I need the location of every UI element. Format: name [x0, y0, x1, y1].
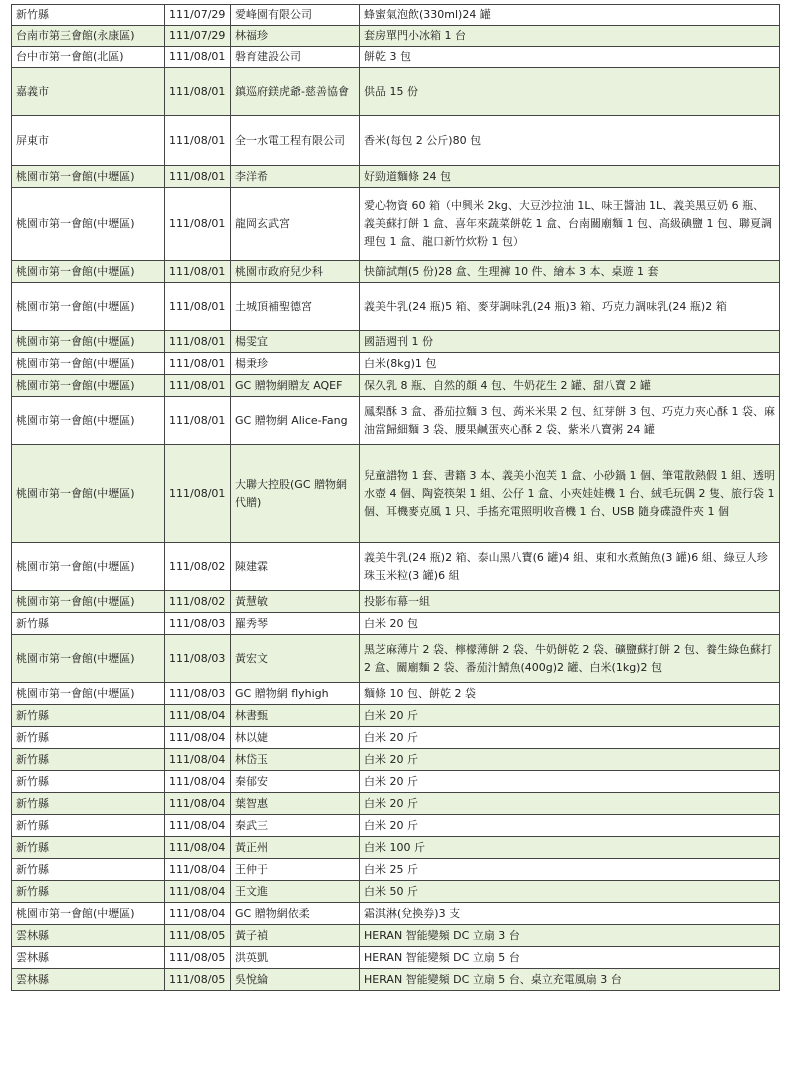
- donor-cell: 土城頂補聖德宮: [231, 283, 360, 331]
- items-cell: 愛心物資 60 箱（中興米 2kg、大豆沙拉油 1L、味王醬油 1L、義美黑豆奶 6 瓶、義美蘇打餅 1 盒、喜年來蔬菜餅乾 1 盒、台南關廟麵 1 包、高級碘鹽 1 包、聯夏調理包 1 盒、龍口新竹炊粉 1 包）: [360, 188, 780, 261]
- donor-cell: 磐育建設公司: [231, 47, 360, 68]
- donor-cell: 秦武三: [231, 815, 360, 837]
- table-row: [12, 947, 780, 969]
- items-cell: 白米 25 斤: [360, 859, 780, 881]
- date-cell: 111/08/01: [165, 166, 231, 188]
- date-cell: 111/08/01: [165, 375, 231, 397]
- items-cell: 國語週刊 1 份: [360, 331, 780, 353]
- unit-cell: 台中市第一會館(北區): [12, 47, 165, 68]
- donor-cell: 林福珍: [231, 26, 360, 47]
- items-cell: 麵條 10 包、餅乾 2 袋: [360, 683, 780, 705]
- items-cell: HERAN 智能變頻 DC 立扇 3 台: [360, 925, 780, 947]
- date-cell: 111/08/04: [165, 903, 231, 925]
- items-cell: HERAN 智能變頻 DC 立扇 5 台、桌立充電風扇 3 台: [360, 969, 780, 991]
- donor-cell: 龍岡玄武宮: [231, 188, 360, 261]
- items-cell: 蜂蜜氣泡飲(330ml)24 罐: [360, 5, 780, 26]
- donor-cell: 李洋希: [231, 166, 360, 188]
- unit-cell: 新竹縣: [12, 5, 165, 26]
- unit-cell: 桃園市第一會館(中壢區): [12, 166, 165, 188]
- table-row: [12, 635, 780, 683]
- items-cell: 快篩試劑(5 份)28 盒、生理褲 10 件、繪本 3 本、桌遊 1 套: [360, 261, 780, 283]
- date-cell: 111/08/01: [165, 261, 231, 283]
- date-cell: 111/08/01: [165, 116, 231, 166]
- table-row: [12, 727, 780, 749]
- donor-cell: 王仲于: [231, 859, 360, 881]
- date-cell: 111/08/02: [165, 543, 231, 591]
- items-cell: 白米 20 斤: [360, 727, 780, 749]
- date-cell: 111/08/03: [165, 635, 231, 683]
- items-cell: 白米 20 斤: [360, 815, 780, 837]
- unit-cell: 雲林縣: [12, 925, 165, 947]
- donor-cell: 全一水電工程有限公司: [231, 116, 360, 166]
- date-cell: 111/08/04: [165, 793, 231, 815]
- items-cell: HERAN 智能變頻 DC 立扇 5 台: [360, 947, 780, 969]
- donor-cell: 王文進: [231, 881, 360, 903]
- donor-cell: 楊雯宜: [231, 331, 360, 353]
- table-row: [12, 837, 780, 859]
- donor-cell: 陳建霖: [231, 543, 360, 591]
- items-cell: 白米 20 斤: [360, 749, 780, 771]
- table-row: [12, 188, 780, 261]
- donor-cell: GC 贈物網 flyhigh: [231, 683, 360, 705]
- unit-cell: 桃園市第一會館(中壢區): [12, 591, 165, 613]
- donor-cell: 林以婕: [231, 727, 360, 749]
- unit-cell: 台南市第三會館(永康區): [12, 26, 165, 47]
- unit-cell: 新竹縣: [12, 613, 165, 635]
- table-row: [12, 397, 780, 445]
- items-cell: 白米(8kg)1 包: [360, 353, 780, 375]
- date-cell: 111/08/01: [165, 47, 231, 68]
- unit-cell: 桃園市第一會館(中壢區): [12, 375, 165, 397]
- donor-cell: 黃正州: [231, 837, 360, 859]
- donor-cell: 黃子禎: [231, 925, 360, 947]
- table-row: [12, 283, 780, 331]
- donor-cell: 楊秉珍: [231, 353, 360, 375]
- unit-cell: 新竹縣: [12, 881, 165, 903]
- date-cell: 111/08/01: [165, 397, 231, 445]
- table-row: [12, 445, 780, 543]
- items-cell: 義美牛乳(24 瓶)2 箱、泰山黑八寶(6 罐)4 組、東和水煮鮪魚(3 罐)6 組、綠豆人珍珠玉米粒(3 罐)6 組: [360, 543, 780, 591]
- items-cell: 香米(每包 2 公斤)80 包: [360, 116, 780, 166]
- donor-cell: 桃園市政府兒少科: [231, 261, 360, 283]
- date-cell: 111/08/02: [165, 591, 231, 613]
- unit-cell: 新竹縣: [12, 837, 165, 859]
- unit-cell: 新竹縣: [12, 749, 165, 771]
- donor-cell: 大聯大控股(GC 贈物網代贈): [231, 445, 360, 543]
- unit-cell: 桃園市第一會館(中壢區): [12, 331, 165, 353]
- table-row: [12, 353, 780, 375]
- date-cell: 111/08/03: [165, 683, 231, 705]
- donor-cell: 林岱玉: [231, 749, 360, 771]
- date-cell: 111/08/05: [165, 969, 231, 991]
- items-cell: 白米 20 斤: [360, 793, 780, 815]
- donor-cell: 羅秀琴: [231, 613, 360, 635]
- items-cell: 套房單門小冰箱 1 台: [360, 26, 780, 47]
- table-row: [12, 166, 780, 188]
- date-cell: 111/08/04: [165, 749, 231, 771]
- date-cell: 111/08/04: [165, 705, 231, 727]
- table-row: [12, 749, 780, 771]
- items-cell: 投影布幕一組: [360, 591, 780, 613]
- items-cell: 兒童譜物 1 套、書籍 3 本、義美小泡芙 1 盒、小砂鍋 1 個、筆電散熱假 1 組、透明水壺 4 個、陶瓷筷架 1 組、公仔 1 盒、小夾娃娃機 1 台、絨毛玩偶 2 隻、旅行袋 1 個、耳機麥克風 1 只、手搖充電照明收音機 1 台、USB 隨身碟證件夾 1 個: [360, 445, 780, 543]
- unit-cell: 新竹縣: [12, 793, 165, 815]
- donor-cell: 黃慧敏: [231, 591, 360, 613]
- table-row: [12, 591, 780, 613]
- table-row: [12, 5, 780, 26]
- table-row: [12, 375, 780, 397]
- table-row: [12, 793, 780, 815]
- table-row: [12, 881, 780, 903]
- items-cell: 白米 20 包: [360, 613, 780, 635]
- unit-cell: 雲林縣: [12, 969, 165, 991]
- date-cell: 111/07/29: [165, 26, 231, 47]
- donor-cell: 洪英凱: [231, 947, 360, 969]
- items-cell: 白米 20 斤: [360, 705, 780, 727]
- unit-cell: 桃園市第一會館(中壢區): [12, 397, 165, 445]
- unit-cell: 雲林縣: [12, 947, 165, 969]
- unit-cell: 嘉義市: [12, 68, 165, 116]
- date-cell: 111/08/01: [165, 283, 231, 331]
- date-cell: 111/08/04: [165, 881, 231, 903]
- date-cell: 111/08/04: [165, 837, 231, 859]
- unit-cell: 新竹縣: [12, 859, 165, 881]
- unit-cell: 桃園市第一會館(中壢區): [12, 353, 165, 375]
- unit-cell: 新竹縣: [12, 771, 165, 793]
- table-row: [12, 815, 780, 837]
- unit-cell: 桃園市第一會館(中壢區): [12, 445, 165, 543]
- table-row: [12, 543, 780, 591]
- date-cell: 111/08/01: [165, 188, 231, 261]
- table-row: [12, 116, 780, 166]
- donor-cell: GC 贈物網依柔: [231, 903, 360, 925]
- table-row: [12, 26, 780, 47]
- unit-cell: 桃園市第一會館(中壢區): [12, 903, 165, 925]
- unit-cell: 新竹縣: [12, 815, 165, 837]
- date-cell: 111/08/05: [165, 947, 231, 969]
- table-row: [12, 925, 780, 947]
- donor-cell: 秦郁安: [231, 771, 360, 793]
- donation-table: [11, 4, 780, 991]
- date-cell: 111/08/01: [165, 353, 231, 375]
- unit-cell: 屏東市: [12, 116, 165, 166]
- date-cell: 111/08/03: [165, 613, 231, 635]
- items-cell: 義美牛乳(24 瓶)5 箱、麥芽調味乳(24 瓶)3 箱、巧克力調味乳(24 瓶)2 箱: [360, 283, 780, 331]
- donation-table-body: [12, 5, 780, 991]
- unit-cell: 桃園市第一會館(中壢區): [12, 683, 165, 705]
- date-cell: 111/08/04: [165, 727, 231, 749]
- donor-cell: 鎮巡府鎂虎爺-慈善協會: [231, 68, 360, 116]
- table-row: [12, 47, 780, 68]
- items-cell: 保久乳 8 瓶、自然的顏 4 包、牛奶花生 2 罐、甜八寶 2 罐: [360, 375, 780, 397]
- date-cell: 111/08/01: [165, 68, 231, 116]
- unit-cell: 新竹縣: [12, 727, 165, 749]
- table-row: [12, 771, 780, 793]
- date-cell: 111/08/04: [165, 771, 231, 793]
- table-row: [12, 969, 780, 991]
- table-row: [12, 68, 780, 116]
- table-row: [12, 261, 780, 283]
- donor-cell: 林書甄: [231, 705, 360, 727]
- unit-cell: 桃園市第一會館(中壢區): [12, 261, 165, 283]
- unit-cell: 新竹縣: [12, 705, 165, 727]
- unit-cell: 桃園市第一會館(中壢區): [12, 543, 165, 591]
- items-cell: 供品 15 份: [360, 68, 780, 116]
- table-row: [12, 859, 780, 881]
- items-cell: 餅乾 3 包: [360, 47, 780, 68]
- items-cell: 好勁道麵條 24 包: [360, 166, 780, 188]
- date-cell: 111/08/04: [165, 859, 231, 881]
- donor-cell: 葉智惠: [231, 793, 360, 815]
- date-cell: 111/07/29: [165, 5, 231, 26]
- table-row: [12, 613, 780, 635]
- donor-cell: 吳悅綸: [231, 969, 360, 991]
- date-cell: 111/08/01: [165, 445, 231, 543]
- table-row: [12, 705, 780, 727]
- items-cell: 霜淇淋(兌換券)3 支: [360, 903, 780, 925]
- table-row: [12, 903, 780, 925]
- items-cell: 白米 50 斤: [360, 881, 780, 903]
- items-cell: 白米 100 斤: [360, 837, 780, 859]
- donor-cell: 黃宏文: [231, 635, 360, 683]
- donor-cell: GC 贈物網贈友 AQEF: [231, 375, 360, 397]
- items-cell: 白米 20 斤: [360, 771, 780, 793]
- unit-cell: 桃園市第一會館(中壢區): [12, 635, 165, 683]
- date-cell: 111/08/05: [165, 925, 231, 947]
- unit-cell: 桃園市第一會館(中壢區): [12, 283, 165, 331]
- donor-cell: GC 贈物網 Alice-Fang: [231, 397, 360, 445]
- table-row: [12, 331, 780, 353]
- date-cell: 111/08/01: [165, 331, 231, 353]
- date-cell: 111/08/04: [165, 815, 231, 837]
- table-row: [12, 683, 780, 705]
- items-cell: 鳳梨酥 3 盒、番茄拉麵 3 包、蒟米米果 2 包、紅芽餅 3 包、巧克力夾心酥 1 袋、麻油當歸細麵 3 袋、腰果鹹蛋夾心酥 2 袋、紫米八寶粥 24 罐: [360, 397, 780, 445]
- items-cell: 黑芝麻薄片 2 袋、檸檬薄餅 2 袋、牛奶餅乾 2 袋、礦鹽蘇打餅 2 包、養生綠色蘇打 2 盒、關廟麵 2 袋、番茄汁鯖魚(400g)2 罐、白米(1kg)2 包: [360, 635, 780, 683]
- unit-cell: 桃園市第一會館(中壢區): [12, 188, 165, 261]
- donor-cell: 愛峰園有限公司: [231, 5, 360, 26]
